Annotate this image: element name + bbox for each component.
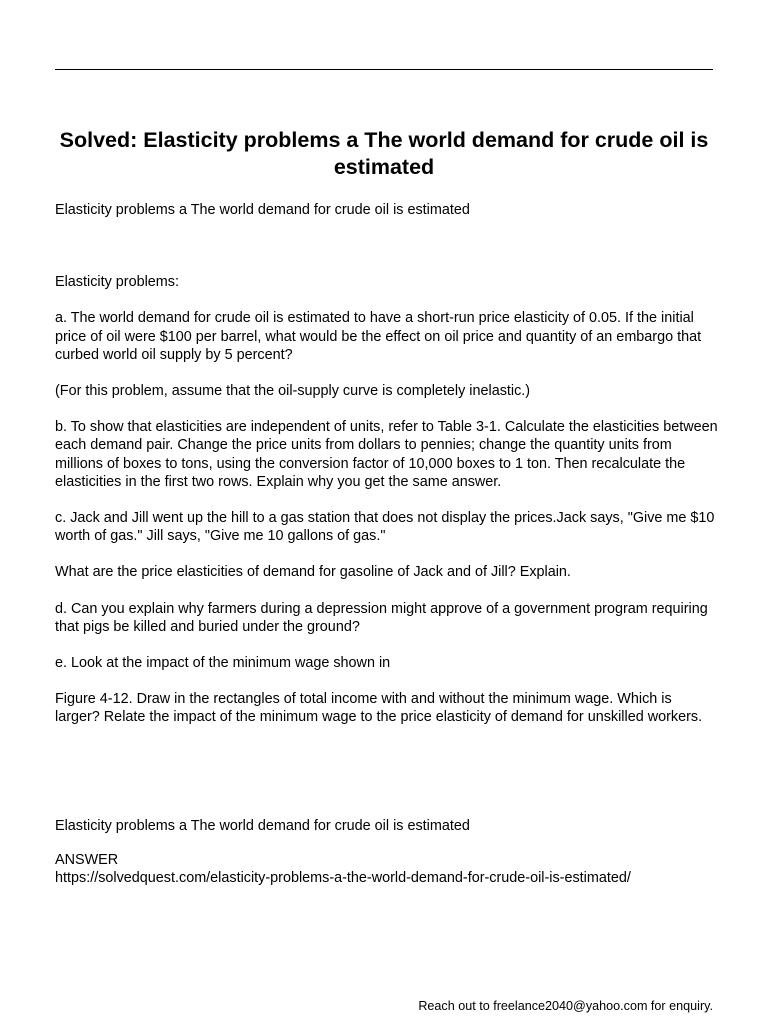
page-title: Solved: Elasticity problems a The world demand for crude oil is estimated	[59, 128, 709, 179]
problem-e: e. Look at the impact of the minimum wage shown in	[55, 655, 391, 672]
closing-text: Elasticity problems a The world demand for crude oil is estimated	[55, 817, 470, 834]
problem-a: a. The world demand for crude oil is estimated to have a short-run price elasticity of 0.05. If the initial price of oil were $100 per barrel, what would be the effect on oil price and quantity of an embargo that curbed world oil supply by 5 percent?	[55, 310, 702, 363]
problem-d: d. Can you explain why farmers during a depression might approve of a government program requiring that pigs be killed and buried under the ground?	[55, 600, 708, 635]
problem-c-question: What are the price elasticities of demand for gasoline of Jack and of Jill? Explain.	[55, 564, 571, 581]
problems-heading: Elasticity problems:	[55, 274, 179, 291]
answer-link[interactable]: https://solvedquest.com/elasticity-problems-a-the-world-demand-for-crude-oil-is-estimated/	[55, 870, 631, 887]
problem-e-figure: Figure 4-12. Draw in the rectangles of total income with and without the minimum wage. Which is larger? Relate the impact of the minimum wage to the price elasticity of demand for unskilled workers.	[55, 691, 703, 726]
problem-a-note: (For this problem, assume that the oil-supply curve is completely inelastic.)	[55, 383, 531, 400]
intro-text: Elasticity problems a The world demand for crude oil is estimated	[55, 202, 470, 218]
answer-label: ANSWER	[55, 851, 119, 868]
top-divider	[55, 69, 713, 70]
problem-c: c. Jack and Jill went up the hill to a gas station that does not display the prices.Jack says, "Give me $10 worth of gas." Jill says, "Give me 10 gallons of gas."	[55, 510, 715, 545]
problem-b: b. To show that elasticities are independent of units, refer to Table 3-1. Calculate the elasticities between each demand pair. Change the price units from dollars to pennies; change the quantity units from millions of boxes to tons, using the conversion factor of 10,000 boxes to 1 ton. Then recalculate the elasticities in the first two rows. Explain why you get the same answer.	[55, 419, 718, 490]
document-body	[55, 201, 720, 887]
footer-contact: Reach out to freelance2040@yahoo.com for enquiry.	[418, 999, 713, 1013]
